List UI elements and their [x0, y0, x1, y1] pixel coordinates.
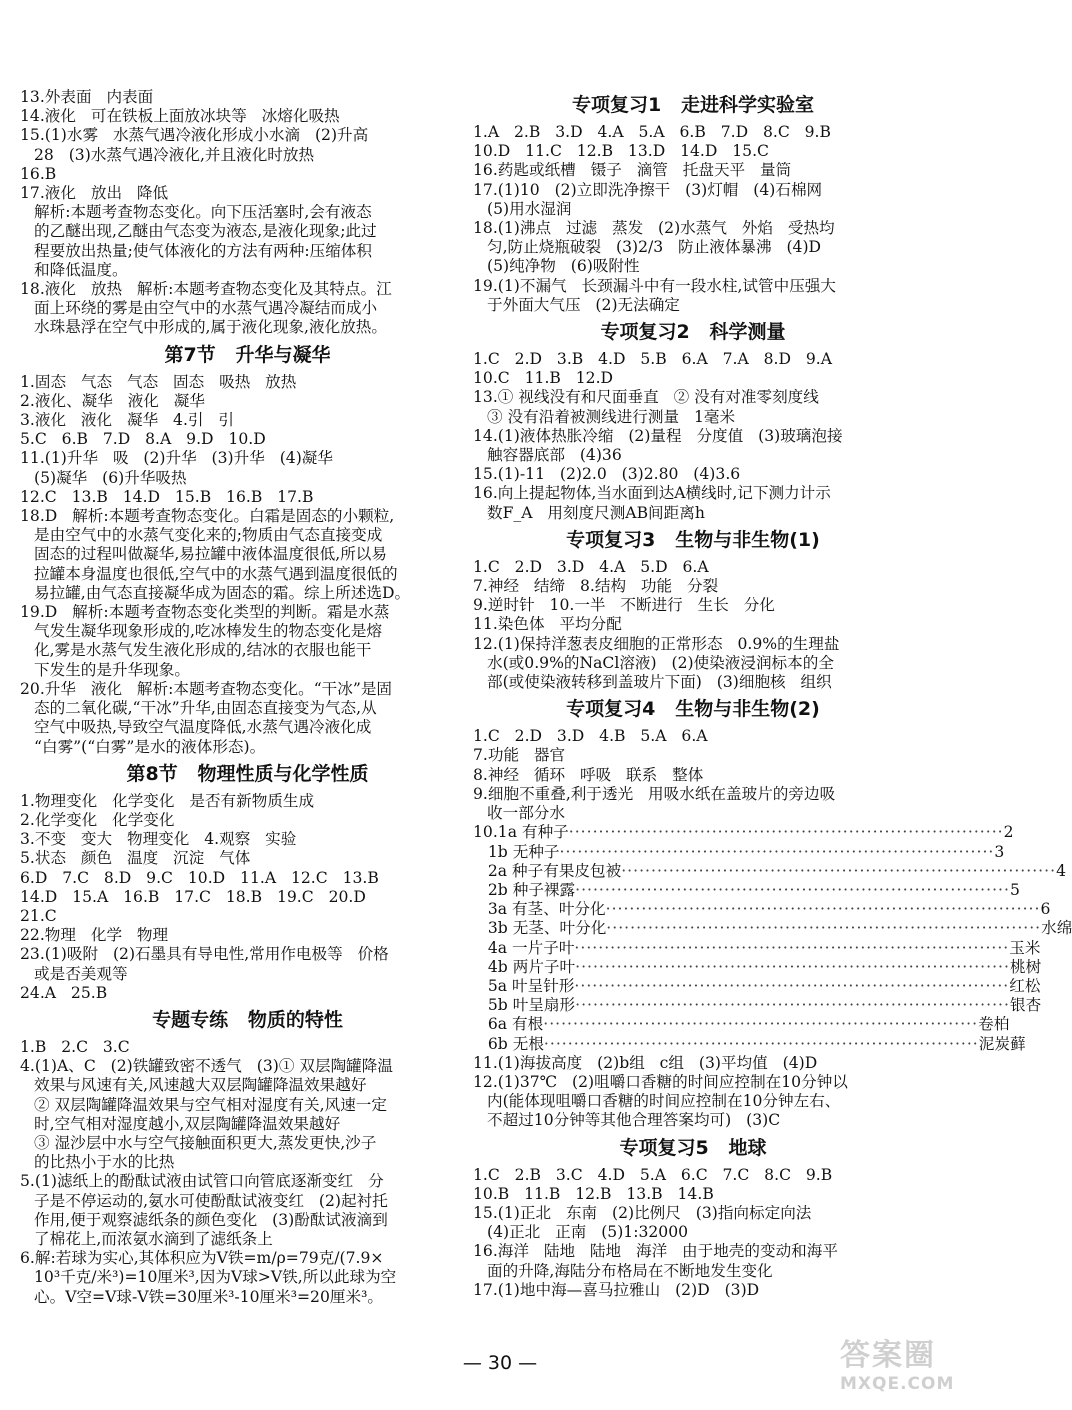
answer-line: 14.液化 可在铁板上面放冰块等 冰熔化吸热 [20, 107, 340, 126]
key-row [473, 880, 1020, 900]
answer-line: 16.海洋 陆地 陆地 海洋 由于地壳的变动和海平 [473, 1242, 838, 1261]
section-heading: 第7节 升华与凝华 [164, 343, 331, 366]
answer-line: ③ 湿沙层中水与空气接触面积更大,蒸发更快,沙子 [34, 1133, 377, 1152]
key-row-result: 2 [1003, 823, 1014, 842]
page-number: — 30 — [462, 1352, 538, 1374]
leader-dots: ········································································· [575, 957, 1010, 976]
answer-line: 态的二氧化碳,“干冰”升华,由固态直接变为气态,从 [34, 699, 377, 718]
answer-line: 15.(1)水雾 水蒸气遇冷液化形成小水滴 (2)升高 [20, 126, 369, 145]
answer-line: 6.D 7.C 8.D 9.C 10.D 11.A 12.C 13.B [20, 868, 379, 887]
answer-line: 6.解:若球为实心,其体积应为V铁=m/ρ=79克/(7.9× [20, 1249, 384, 1268]
answer-line: 14.D 15.A 16.B 17.C 18.B 19.C 20.D [20, 887, 366, 906]
answer-line: 2.液化、凝华 液化 凝华 [20, 391, 205, 410]
leader-dots: ········································································· [559, 842, 995, 861]
answer-line: 15.(1)-11 (2)2.0 (3)2.80 (4)3.6 [473, 465, 741, 484]
key-row [473, 1015, 1010, 1034]
answer-line: 3.不变 变大 物理变化 4.观察 实验 [20, 830, 297, 849]
key-row-result: 卷柏 [978, 1015, 1010, 1034]
answer-line: 解析:本题考查物态变化。向下压活塞时,会有液态 [34, 203, 372, 222]
key-row-result: 水绵 [1041, 919, 1072, 938]
answer-line: 22.物理 化学 物理 [20, 926, 169, 945]
leader-dots: ········································································· [543, 1015, 979, 1034]
answer-line: ② 双层陶罐降温效果与空气相对湿度有关,风速一定 [34, 1095, 387, 1114]
answer-line: 13.外表面 内表面 [20, 88, 154, 106]
answer-line: 11.(1)海拔高度 (2)b组 c组 (3)平均值 (4)D [473, 1053, 818, 1072]
answer-line: 1.B 2.C 3.C [20, 1037, 130, 1056]
answer-line: 19.(1)不漏气 长颈漏斗中有一段水柱,试管中压强大 [473, 276, 836, 295]
answer-line: 固态的过程叫做凝华,易拉罐中液体温度很低,所以易 [34, 545, 387, 564]
key-row-label: 1b 无种子 [473, 842, 560, 861]
answer-line: 的乙醚出现,乙醚由气态变为液态,是液化现象;此过 [34, 222, 377, 241]
answer-line: 面上环绕的雾是由空气中的水蒸气遇冷凝结而成小 [34, 299, 378, 318]
section-heading: 第8节 物理性质与化学性质 [126, 762, 369, 785]
right-column [473, 88, 1072, 1300]
answer-line: 12.(1)37℃ (2)咀嚼口香糖的时间应控制在10分钟以 [473, 1072, 848, 1091]
leader-dots: ········································································· [606, 919, 1042, 938]
answer-line: 17.液化 放出 降低 [20, 184, 169, 203]
leader-dots: ········································································· [568, 823, 1004, 842]
answer-line: 5.C 6.B 7.D 8.A 9.D 10.D [20, 430, 266, 449]
key-row-label: 10.1a 有种子 [473, 823, 569, 842]
answer-line: 12.C 13.B 14.D 15.B 16.B 17.B [20, 487, 314, 506]
answer-line: 了棉花上,而浓氨水滴到了滤纸条上 [34, 1229, 273, 1248]
answer-line: 20.升华 液化 解析:本题考查物态变化。“干冰”是固 [20, 679, 393, 698]
answer-line: 面的升降,海陆分布格局在不断地发生变化 [487, 1261, 773, 1280]
answer-line: 18.D 解析:本题考查物态变化。白霜是固态的小颗粒, [20, 507, 395, 526]
answer-line: 化,雾是水蒸气发生液化形成的,结冰的衣服也能干 [34, 641, 372, 660]
answer-line: 16.B [20, 164, 57, 183]
key-row-result: 5 [1009, 880, 1020, 899]
answer-line: (4)正北 正南 (5)1:32000 [487, 1223, 689, 1242]
answer-line: 17.(1)10 (2)立即洗净擦干 (3)灯帽 (4)石棉网 [473, 180, 823, 199]
answer-line: 1.C 2.D 3.B 4.D 5.B 6.A 7.A 8.D 9.A [473, 350, 833, 369]
answer-line: 是由空气中的水蒸气变化来的;物质由气态直接变成 [34, 526, 383, 545]
answer-line: 水珠悬浮在空气中形成的,属于液化现象,液化放热。 [34, 318, 387, 337]
answer-line: 2.化学变化 化学变化 [20, 810, 175, 829]
leader-dots: ········································································· [621, 861, 1057, 880]
answer-line: 7.神经 结缔 8.结构 功能 分裂 [473, 577, 719, 596]
key-row [473, 900, 1051, 919]
answer-line: 1.固态 气态 气态 固态 吸热 放热 [20, 372, 297, 391]
answer-line: 触容器底部 (4)36 [487, 446, 622, 465]
leader-dots: ········································································· [605, 900, 1041, 919]
answer-line: 1.A 2.B 3.D 4.A 5.A 6.B 7.D 8.C 9.B [473, 123, 831, 141]
answer-line: (5)用水湿润 [487, 199, 572, 218]
answer-line: 19.D 解析:本题考查物态变化类型的判断。霜是水蒸 [20, 603, 390, 622]
answer-line: 内(能体现咀嚼口香糖的时间应控制在10分钟左右、 [487, 1092, 841, 1111]
key-row [473, 976, 1041, 996]
answer-line: 16.向上提起物体,当水面到达A横线时,记下测力计示 [473, 484, 831, 503]
answer-line: 21.C [20, 906, 57, 925]
answer-line: 部(或使染液转移到盖玻片下面) (3)细胞核 组织 [487, 673, 832, 692]
answer-line: 9.逆时针 10.一半 不断进行 生长 分化 [473, 596, 775, 615]
key-row-label: 3a 有茎、叶分化 [473, 900, 606, 919]
answer-line: 15.(1)正北 东南 (2)比例尺 (3)指向标定向法 [473, 1203, 812, 1222]
leader-dots: ········································································· [543, 1034, 979, 1053]
answer-line: 下发生的是升华现象。 [34, 660, 190, 679]
watermark-url: MXQE.COM [840, 1374, 955, 1394]
key-row [473, 919, 1072, 938]
key-row-result: 桃树 [1009, 957, 1042, 976]
answer-line: 子是不停运动的,氨水可使酚酞试液变红 (2)起衬托 [34, 1191, 388, 1210]
answer-line: 易拉罐,由气态直接凝华成为固态的霜。综上所述选D。 [34, 583, 411, 602]
answer-line: 数F_A 用刻度尺测AB间距离h [487, 503, 705, 522]
answer-line: 3.液化 液化 凝华 4.引 引 [20, 411, 234, 430]
key-row-label: 3b 无茎、叶分化 [473, 919, 607, 938]
leader-dots: ········································································· [575, 996, 1010, 1015]
answer-line: 的比热小于水的比热 [34, 1153, 175, 1172]
key-row [473, 842, 1005, 862]
answer-line: 时,空气相对湿度越小,双层陶罐降温效果越好 [34, 1114, 341, 1133]
answer-line: ③ 没有沿着被测线进行测量 1毫米 [487, 407, 736, 426]
answer-line: 10.C 11.B 12.D [473, 369, 614, 388]
answer-line: 匀,防止烧瓶破裂 (3)2/3 防止液体暴沸 (4)D [487, 238, 822, 257]
answer-line: 10³千克/米³)=10厘米³,因为V球>V铁,所以此球为空 [34, 1268, 397, 1287]
key-row-label: 4b 两片子叶 [473, 957, 576, 976]
key-row [473, 957, 1042, 977]
watermark-text: 答案圈 [840, 1338, 936, 1373]
answer-line: 气发生凝华现象形成的,吃冰棒发生的物态变化是熔 [34, 622, 383, 641]
answer-line: 8.神经 循环 呼吸 联系 整体 [473, 765, 704, 784]
answer-line: 5.(1)滤纸上的酚酞试液由试管口向管底逐渐变红 分 [20, 1172, 384, 1191]
key-row-result: 泥炭藓 [978, 1034, 1026, 1053]
answer-line: 11.染色体 平均分配 [473, 615, 622, 634]
leader-dots: ········································································· [575, 880, 1010, 899]
key-row-label: 4a 一片子叶 [473, 938, 575, 957]
answer-line: 1.C 2.B 3.C 4.D 5.A 6.C 7.C 8.C 9.B [473, 1165, 833, 1184]
leader-dots: ········································································· [574, 976, 1010, 995]
answer-line: 9.细胞不重叠,利于透光 用吸水纸在盖玻片的旁边吸 [473, 784, 836, 803]
answer-line: 23.(1)吸附 (2)石墨具有导电性,常用作电极等 价格 [20, 945, 389, 964]
key-row-result: 玉米 [1009, 938, 1041, 957]
answer-line: 18.液化 放热 解析:本题考查物态变化及其特点。江 [20, 280, 392, 299]
answer-line: 1.C 2.D 3.D 4.A 5.D 6.A [473, 557, 709, 576]
key-row-label: 5b 叶呈扇形 [473, 996, 576, 1015]
answer-line: 10.D 11.C 12.B 13.D 14.D 15.C [473, 142, 769, 161]
answer-line: 17.(1)地中海—喜马拉雅山 (2)D (3)D [473, 1280, 760, 1299]
answer-line: 11.(1)升华 吸 (2)升华 (3)升华 (4)凝华 [20, 449, 333, 468]
key-row-result: 6 [1040, 900, 1051, 919]
key-row-result: 银杏 [1009, 996, 1042, 1015]
key-row-result: 红松 [1009, 976, 1041, 995]
section-heading: 专项复习1 走进科学实验室 [571, 94, 815, 116]
key-row-label: 2b 种子裸露 [473, 880, 576, 899]
answer-line: 1.物理变化 化学变化 是否有新物质生成 [20, 791, 315, 810]
answer-line: 18.(1)沸点 过滤 蒸发 (2)水蒸气 外焰 受热均 [473, 219, 835, 238]
section-heading: 专题专练 物质的特性 [152, 1008, 343, 1031]
key-row [473, 823, 1014, 842]
key-row-label: 6a 有根 [473, 1015, 544, 1034]
answer-line: 拉罐本身温度也很低,空气中的水蒸气遇到温度很低的 [34, 564, 398, 583]
key-row [473, 938, 1041, 958]
key-row [473, 861, 1066, 881]
answer-line: 4.(1)A、C (2)铁罐致密不透气 (3)① 双层陶罐降温 [20, 1057, 393, 1076]
left-column [20, 88, 475, 1307]
answer-line: (5)纯净物 (6)吸附性 [487, 257, 640, 276]
key-row-result: 4 [1056, 861, 1066, 880]
answer-line: 作用,便于观察滤纸条的颜色变化 (3)酚酞试液滴到 [34, 1210, 388, 1229]
leader-dots: ········································································· [574, 938, 1010, 957]
answer-line: 28 (3)水蒸气遇冷液化,并且液化时放热 [34, 145, 315, 164]
section-heading: 专项复习4 生物与非生物(2) [566, 698, 820, 721]
answer-line: 1.C 2.D 3.D 4.B 5.A 6.A [473, 727, 708, 746]
answer-line: 心。V空=V球-V铁=30厘米³-10厘米³=20厘米³。 [34, 1287, 383, 1306]
answer-line: 收一部分水 [487, 804, 565, 823]
answer-line: 于外面大气压 (2)无法确定 [487, 295, 680, 314]
section-heading: 专项复习5 地球 [619, 1136, 767, 1159]
key-row-label: 6b 无根 [473, 1034, 544, 1053]
answer-line: 和降低温度。 [34, 260, 128, 279]
answer-line: 程要放出热量;使气体液化的方法有两种:压缩体积 [34, 241, 372, 260]
answer-line: 7.功能 器官 [473, 746, 566, 765]
answer-line: (5)凝华 (6)升华吸热 [34, 468, 187, 487]
answer-line: 12.(1)保持洋葱表皮细胞的正常形态 0.9%的生理盐 [473, 634, 840, 653]
answer-line: 空气中吸热,导致空气温度降低,水蒸气遇冷液化成 [34, 718, 372, 737]
answer-line: 5.状态 颜色 温度 沉淀 气体 [20, 849, 251, 868]
answer-line: 14.(1)液体热胀冷缩 (2)量程 分度值 (3)玻璃泡接 [473, 426, 843, 445]
answer-line: 13.① 视线没有和尺面垂直 ② 没有对准零刻度线 [473, 388, 819, 407]
answer-line: 24.A 25.B [20, 983, 108, 1002]
watermark-logo [840, 1330, 990, 1402]
answer-line: 10.B 11.B 12.B 13.B 14.B [473, 1184, 714, 1203]
key-row-result: 3 [994, 842, 1005, 861]
section-heading: 专项复习2 科学测量 [600, 321, 786, 344]
key-row [473, 996, 1042, 1015]
key-row-label: 5a 叶呈针形 [473, 976, 575, 995]
answer-line: 效果与风速有关,风速越大双层陶罐降温效果越好 [34, 1076, 367, 1095]
answer-line: 16.药匙或纸槽 镊子 滴管 托盘天平 量筒 [473, 161, 792, 180]
answer-line: “白雾”(“白雾”是水的液体形态)。 [34, 737, 266, 756]
section-heading: 专项复习3 生物与非生物(1) [566, 528, 820, 551]
answer-line: 不超过10分钟等其他合理答案均可) (3)C [487, 1111, 781, 1130]
key-row [473, 1034, 1026, 1054]
key-row-label: 2a 种子有果皮包被 [473, 861, 622, 880]
answer-line: 水(或0.9%的NaCl溶液) (2)使染液浸润标本的全 [487, 653, 834, 672]
answer-line: 或是否美观等 [34, 964, 128, 983]
